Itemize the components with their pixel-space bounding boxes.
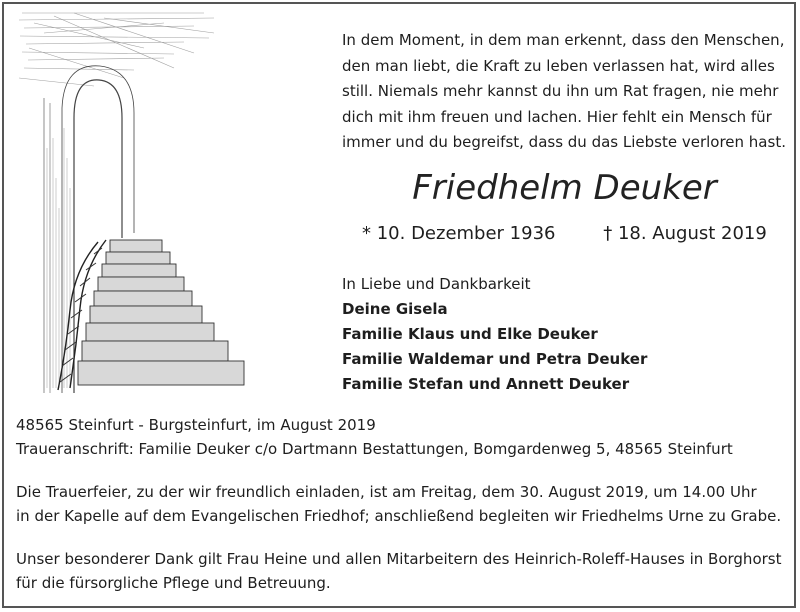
staircase-illustration xyxy=(14,8,254,393)
quote-line: dich mit ihm freuen und lachen. Hier fehlt ein Mensch für xyxy=(342,107,772,126)
mourner-name: Deine Gisela xyxy=(342,300,448,318)
thanks-block xyxy=(16,548,788,595)
mourner-name: Familie Stefan und Annett Deuker xyxy=(342,375,630,393)
mourner-name: Familie Klaus und Elke Deuker xyxy=(342,325,598,343)
ceremony-line: Die Trauerfeier, zu der wir freundlich einladen, ist am Freitag, dem 30. August 2019, um 14.00 Uhr xyxy=(16,483,757,501)
quote-line: immer und du begreifst, dass du das Liebste verloren hast. xyxy=(342,133,786,151)
mourner-name: Familie Waldemar und Petra Deuker xyxy=(342,350,648,368)
mourners-intro: In Liebe und Dankbarkeit xyxy=(342,275,531,293)
deceased-name: Friedhelm Deuker xyxy=(412,168,717,208)
death-date: † 18. August 2019 xyxy=(603,223,767,244)
life-dates xyxy=(362,223,767,244)
mourners-list xyxy=(342,272,647,397)
mourning-address: Traueranschrift: Familie Deuker c/o Dartmann Bestattungen, Bomgardenweg 5, 48565 Steinfurt xyxy=(16,439,733,458)
quote-line: den man liebt, die Kraft zu leben verlassen hat, wird alles xyxy=(342,56,775,75)
quote-line: In dem Moment, in dem man erkennt, dass den Menschen, xyxy=(342,31,785,49)
place-date: 48565 Steinfurt - Burgsteinfurt, im August 2019 xyxy=(16,416,376,434)
memorial-quote xyxy=(342,28,787,156)
ceremony-block xyxy=(16,481,788,528)
thanks-line: für die fürsorgliche Pflege und Betreuung. xyxy=(16,573,331,592)
birth-date: * 10. Dezember 1936 xyxy=(362,223,556,244)
thanks-line: Unser besonderer Dank gilt Frau Heine und allen Mitarbeitern des Heinrich-Roleff-Hauses in Borghorst xyxy=(16,550,782,568)
address-block xyxy=(16,414,788,461)
ceremony-line: in der Kapelle auf dem Evangelischen Friedhof; anschließend begleiten wir Friedhelms Urne zu Grabe. xyxy=(16,506,782,525)
quote-line: still. Niemals mehr kannst du ihn um Rat fragen, nie mehr xyxy=(342,82,779,100)
